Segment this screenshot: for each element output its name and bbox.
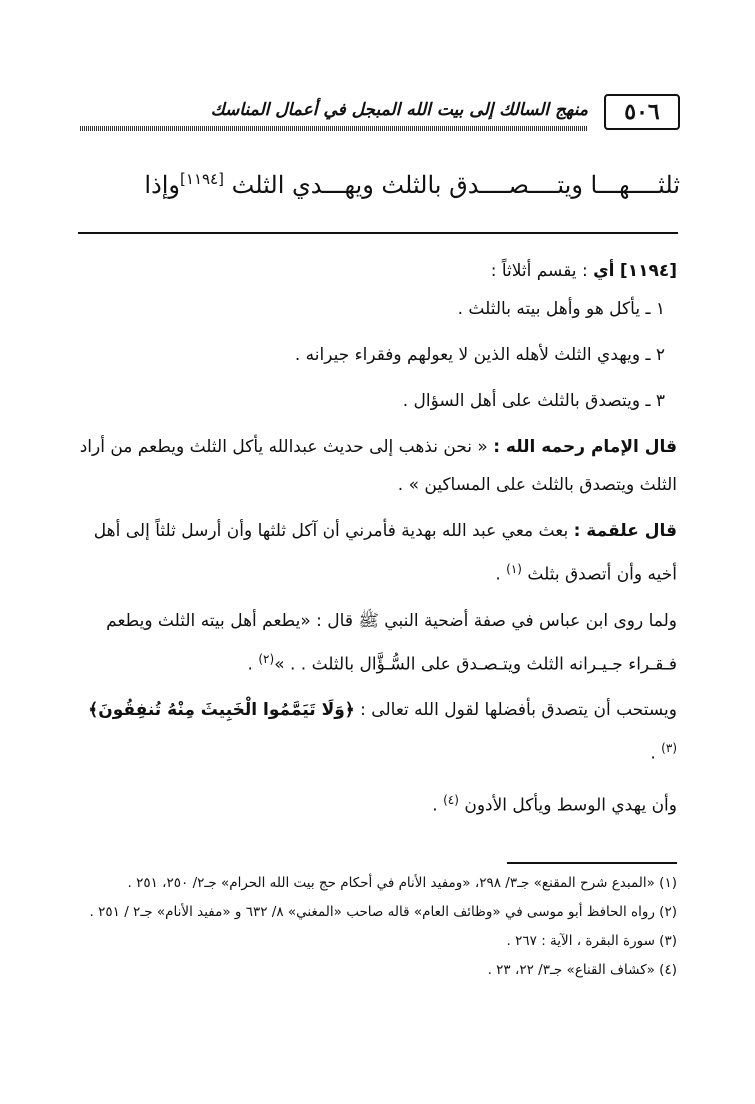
list-item: ٣ ـ ويتصدق بالثلث على أهل السؤال . (402, 391, 665, 411)
commentary-intro-rest: : يقسم أثلاثاً : (490, 261, 588, 281)
period: . (432, 795, 438, 816)
footnote: (٣) سورة البقرة ، الآية : ٢٦٧ . (506, 933, 677, 949)
commentary (79, 252, 677, 833)
main-text-ref: [١١٩٤] (180, 170, 224, 188)
quran-verse: ﴿وَلَا تَيَمَّمُوا الْخَبِيثَ مِنْهُ تُنفِقُونَ﴾ (88, 700, 355, 721)
alqama-text: بعث معي عبد الله بهدية فأمرني أن آكل ثلثها وأن أرسل ثلثاً إلى أهل أخيه وأن أتصدق بثلث (93, 521, 677, 585)
period: . (495, 564, 501, 585)
running-title: منهج السالك إلى بيت الله المبجل في أعمال المناسك (210, 100, 588, 120)
footnote-marker: (٢) (258, 651, 275, 666)
main-divider (78, 232, 678, 234)
last-line (79, 781, 677, 825)
commentary-intro (79, 252, 677, 290)
last-line-text: وأن يهدي الوسط ويأكل الأدون (464, 795, 677, 816)
main-text-body: ثلثــــهـــا ويتــــصــــدق بالثلث ويهـــدي الثلث (231, 171, 680, 199)
header-rule (80, 126, 588, 131)
period: . (247, 654, 253, 675)
page-number: ٥٠٦ (604, 94, 680, 130)
footnote: (١) «المبدع شرح المقنع» جـ٣/ ٢٩٨، «ومفيد الأنام في أحكام حج بيت الله الحرام» جـ٢/ ٢٥٠، ٢٥١ . (127, 875, 677, 891)
quran-paragraph (79, 691, 677, 773)
alqama-label: قال علقمة : (573, 521, 677, 541)
footnote-marker: (١) (506, 562, 522, 576)
list-item: ١ ـ يأكل هو وأهل بيته بالثلث . (457, 299, 665, 319)
commentary-intro-word: أي (593, 261, 615, 281)
alqama-quote (79, 512, 677, 594)
page-header (80, 94, 680, 134)
ibn-abbas-quote (79, 602, 677, 684)
footnote-rule (507, 862, 677, 864)
period: . (650, 743, 656, 764)
imam-quote (79, 428, 677, 504)
footnotes (77, 872, 677, 988)
imam-label: قال الإمام رحمه الله : (493, 437, 677, 457)
main-text-line (80, 170, 680, 199)
footnote-marker: (٣) (661, 741, 677, 756)
footnote-marker: (٤) (443, 792, 459, 807)
commentary-ref: [١١٩٤] (619, 261, 677, 281)
imam-text: « نحن نذهب إلى حديث عبدالله يأكل الثلث ويطعم من أراد الثلث ويتصدق بالثلث على المساكين » . (79, 437, 677, 495)
ibn-abbas-text: ولما روى ابن عباس في صفة أضحية النبي ﷺ قال : «يطعم أهل بيته الثلث ويطعم فـقـراء جـيـرانه الثلث ويتـصـدق على السُّـؤَّال بالثلث . . » (106, 610, 677, 675)
list-item: ٢ ـ ويهدي الثلث لأهله الذين لا يعولهم وفقراء جيرانه . (294, 345, 665, 365)
quran-intro: ويستحب أن يتصدق بأفضلها لقول الله تعالى : (360, 700, 677, 721)
footnote: (٢) رواه الحافظ أبو موسى في «وظائف العام» قاله صاحب «المغني» ٨/ ٦٣٢ و «مفيد الأنام» جـ٢ / ٢٥١ . (89, 904, 677, 920)
footnote: (٤) «كشاف القناع» جـ٣/ ٢٢، ٢٣ . (487, 962, 677, 978)
main-text-tail: وإذا (144, 171, 181, 199)
